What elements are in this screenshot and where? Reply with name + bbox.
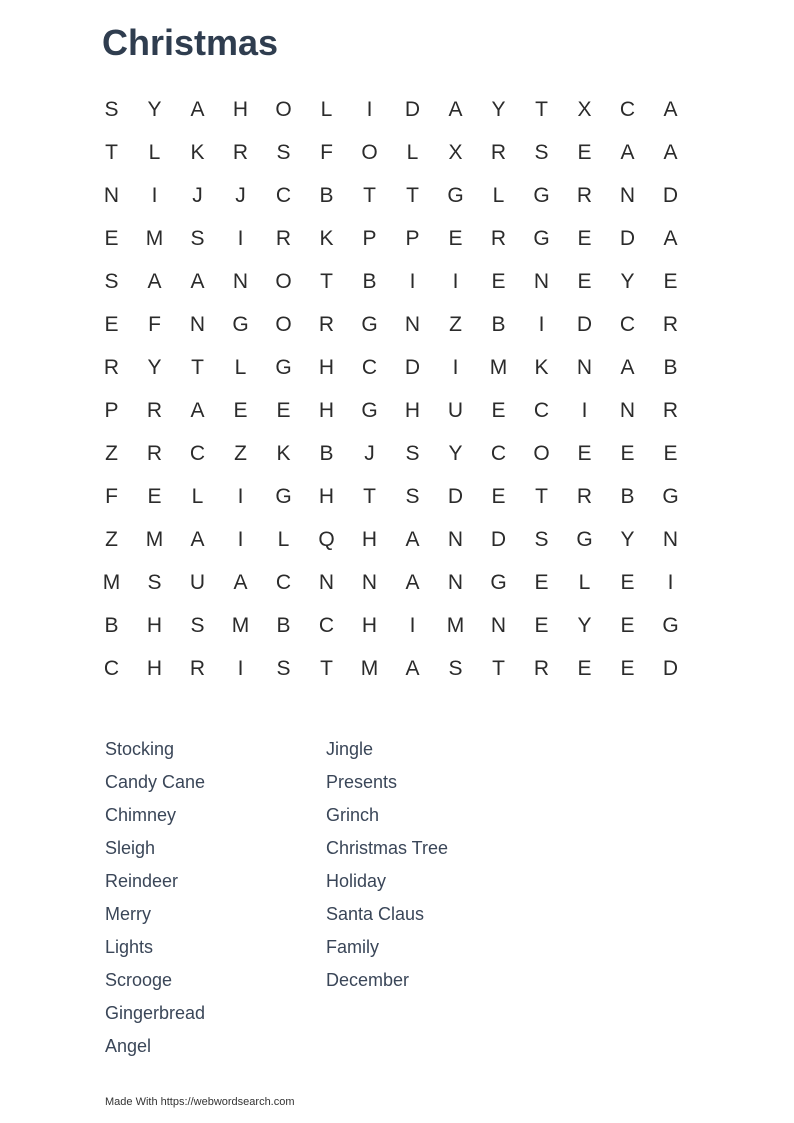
grid-cell: E — [577, 226, 592, 250]
grid-cell: E — [577, 441, 592, 465]
word-list-column-1 — [105, 736, 326, 1066]
grid-cell: U — [189, 570, 206, 594]
word-list-item: Scrooge — [105, 970, 173, 990]
grid-cell: Y — [577, 613, 592, 637]
grid-cell: B — [319, 441, 334, 465]
grid-cell: I — [581, 398, 588, 422]
grid-cell: J — [364, 441, 375, 465]
grid-cell: S — [147, 570, 162, 594]
page-title: Christmas — [102, 22, 279, 63]
grid-cell: E — [104, 312, 119, 336]
grid-cell: I — [366, 97, 373, 121]
grid-cell: Z — [105, 527, 118, 551]
grid-cell: R — [576, 484, 593, 508]
grid-cell: C — [490, 441, 507, 465]
grid-cell: A — [190, 398, 205, 422]
grid-cell: E — [663, 269, 678, 293]
grid-cell: A — [663, 226, 678, 250]
grid-cell: C — [318, 613, 335, 637]
grid-cell: S — [276, 656, 291, 680]
grid-cell: R — [533, 656, 550, 680]
grid-cell: R — [189, 656, 206, 680]
grid-cell: E — [577, 269, 592, 293]
word-list-item: Presents — [326, 772, 398, 792]
grid-cell: N — [447, 527, 464, 551]
grid-row — [90, 88, 692, 131]
grid-cell: N — [232, 269, 249, 293]
word-search-grid — [90, 88, 692, 690]
grid-cell: G — [361, 312, 378, 336]
grid-cell: H — [318, 398, 335, 422]
grid-cell: G — [447, 183, 464, 207]
grid-cell: N — [619, 398, 636, 422]
grid-cell: P — [405, 226, 420, 250]
grid-cell: I — [237, 484, 244, 508]
grid-cell: E — [491, 484, 506, 508]
grid-row — [90, 475, 692, 518]
grid-cell: E — [104, 226, 119, 250]
grid-cell: I — [409, 613, 416, 637]
grid-cell: N — [662, 527, 679, 551]
grid-cell: G — [662, 484, 679, 508]
grid-cell: Y — [620, 269, 635, 293]
grid-cell: T — [535, 97, 548, 121]
grid-cell: H — [404, 398, 421, 422]
grid-cell: I — [151, 183, 158, 207]
grid-cell: N — [447, 570, 464, 594]
grid-cell: E — [147, 484, 162, 508]
grid-cell: S — [534, 140, 549, 164]
grid-cell: Z — [449, 312, 462, 336]
grid-cell: G — [662, 613, 679, 637]
grid-cell: P — [362, 226, 377, 250]
grid-cell: T — [492, 656, 505, 680]
grid-cell: Y — [147, 97, 162, 121]
grid-cell: E — [276, 398, 291, 422]
grid-cell: S — [448, 656, 463, 680]
grid-cell: D — [404, 355, 421, 379]
word-list-item: Family — [326, 937, 379, 957]
grid-cell: R — [662, 398, 679, 422]
grid-cell: C — [619, 97, 636, 121]
grid-cell: R — [146, 398, 163, 422]
grid-row — [90, 604, 692, 647]
grid-cell: P — [104, 398, 119, 422]
grid-cell: T — [406, 183, 419, 207]
grid-row — [90, 217, 692, 260]
grid-cell: C — [275, 570, 292, 594]
grid-cell: A — [663, 140, 678, 164]
grid-cell: L — [277, 527, 290, 551]
grid-cell: B — [276, 613, 291, 637]
grid-cell: S — [190, 226, 205, 250]
grid-cell: G — [576, 527, 593, 551]
grid-cell: S — [534, 527, 549, 551]
grid-cell: B — [362, 269, 377, 293]
grid-cell: A — [405, 570, 420, 594]
grid-cell: O — [275, 312, 292, 336]
grid-cell: H — [318, 484, 335, 508]
grid-row — [90, 432, 692, 475]
word-list-item: Merry — [105, 904, 151, 924]
grid-cell: L — [406, 140, 419, 164]
grid-cell: R — [232, 140, 249, 164]
grid-cell: S — [190, 613, 205, 637]
word-list-item: Holiday — [326, 871, 387, 891]
grid-cell: H — [146, 613, 163, 637]
grid-cell: M — [446, 613, 465, 637]
grid-cell: L — [148, 140, 161, 164]
footer-credit: Made With https://webwordsearch.com — [105, 1096, 295, 1108]
grid-cell: O — [361, 140, 378, 164]
grid-cell: D — [662, 656, 679, 680]
grid-cell: M — [102, 570, 121, 594]
grid-cell: E — [233, 398, 248, 422]
grid-cell: K — [534, 355, 549, 379]
grid-cell: I — [538, 312, 545, 336]
grid-cell: Z — [105, 441, 118, 465]
grid-cell: G — [533, 183, 550, 207]
grid-cell: R — [103, 355, 120, 379]
grid-cell: U — [447, 398, 464, 422]
grid-cell: M — [145, 226, 164, 250]
grid-cell: I — [452, 269, 459, 293]
grid-cell: N — [361, 570, 378, 594]
grid-cell: K — [276, 441, 291, 465]
grid-cell: G — [232, 312, 249, 336]
grid-cell: N — [576, 355, 593, 379]
grid-cell: S — [405, 441, 420, 465]
grid-cell: G — [275, 355, 292, 379]
grid-cell: A — [405, 656, 420, 680]
grid-cell: A — [663, 97, 678, 121]
grid-cell: T — [320, 269, 333, 293]
grid-cell: Y — [448, 441, 463, 465]
grid-row — [90, 561, 692, 604]
grid-cell: R — [490, 140, 507, 164]
grid-cell: N — [103, 183, 120, 207]
grid-row — [90, 131, 692, 174]
grid-cell: I — [452, 355, 459, 379]
grid-cell: L — [234, 355, 247, 379]
grid-cell: L — [578, 570, 591, 594]
grid-cell: H — [232, 97, 249, 121]
grid-cell: L — [320, 97, 333, 121]
grid-cell: O — [275, 97, 292, 121]
grid-cell: I — [237, 656, 244, 680]
grid-cell: C — [275, 183, 292, 207]
grid-cell: E — [620, 656, 635, 680]
grid-row — [90, 303, 692, 346]
grid-cell: Y — [491, 97, 506, 121]
grid-cell: E — [620, 441, 635, 465]
grid-cell: G — [533, 226, 550, 250]
grid-row — [90, 389, 692, 432]
grid-cell: N — [318, 570, 335, 594]
grid-cell: Z — [234, 441, 247, 465]
grid-cell: O — [533, 441, 550, 465]
grid-cell: T — [105, 140, 118, 164]
grid-cell: A — [190, 527, 205, 551]
grid-cell: E — [534, 570, 549, 594]
grid-cell: D — [619, 226, 636, 250]
word-list-item: Christmas Tree — [326, 838, 449, 858]
word-list-column-2 — [326, 736, 547, 1066]
grid-cell: D — [662, 183, 679, 207]
grid-cell: B — [663, 355, 678, 379]
grid-cell: T — [535, 484, 548, 508]
grid-cell: X — [448, 140, 463, 164]
grid-cell: R — [275, 226, 292, 250]
word-list — [105, 736, 547, 1066]
grid-cell: I — [237, 527, 244, 551]
grid-cell: A — [405, 527, 420, 551]
grid-cell: L — [191, 484, 204, 508]
grid-cell: Y — [147, 355, 162, 379]
grid-cell: B — [491, 312, 506, 336]
grid-cell: C — [361, 355, 378, 379]
grid-cell: D — [447, 484, 464, 508]
word-list-item: December — [326, 970, 410, 990]
grid-cell: A — [448, 97, 463, 121]
grid-cell: J — [235, 183, 246, 207]
grid-cell: D — [576, 312, 593, 336]
grid-cell: C — [619, 312, 636, 336]
grid-row — [90, 346, 692, 389]
grid-cell: J — [192, 183, 203, 207]
grid-cell: S — [276, 140, 291, 164]
word-list-item: Chimney — [105, 805, 177, 825]
grid-cell: R — [318, 312, 335, 336]
grid-cell: F — [148, 312, 161, 336]
grid-cell: R — [146, 441, 163, 465]
grid-cell: N — [533, 269, 550, 293]
grid-cell: H — [361, 613, 378, 637]
grid-cell: S — [104, 97, 119, 121]
grid-cell: I — [237, 226, 244, 250]
grid-cell: E — [620, 613, 635, 637]
grid-cell: E — [620, 570, 635, 594]
grid-cell: D — [404, 97, 421, 121]
grid-cell: R — [490, 226, 507, 250]
grid-cell: R — [662, 312, 679, 336]
grid-cell: E — [491, 269, 506, 293]
grid-row — [90, 518, 692, 561]
word-list-item: Gingerbread — [105, 1003, 206, 1023]
grid-cell: S — [405, 484, 420, 508]
grid-cell: G — [361, 398, 378, 422]
grid-cell: E — [577, 656, 592, 680]
grid-cell: T — [320, 656, 333, 680]
word-list-item: Angel — [105, 1036, 152, 1056]
grid-cell: B — [104, 613, 119, 637]
grid-cell: M — [231, 613, 250, 637]
grid-cell: F — [320, 140, 333, 164]
grid-cell: H — [146, 656, 163, 680]
grid-cell: G — [275, 484, 292, 508]
grid-cell: T — [191, 355, 204, 379]
grid-cell: T — [363, 183, 376, 207]
word-list-item: Grinch — [326, 805, 380, 825]
grid-cell: A — [147, 269, 162, 293]
word-list-item: Santa Claus — [326, 904, 425, 924]
word-list-item: Sleigh — [105, 838, 156, 858]
grid-cell: B — [319, 183, 334, 207]
grid-row — [90, 647, 692, 690]
grid-cell: F — [105, 484, 118, 508]
word-list-item: Stocking — [105, 739, 175, 759]
grid-cell: Q — [318, 527, 335, 551]
grid-cell: M — [360, 656, 379, 680]
grid-cell: E — [491, 398, 506, 422]
grid-cell: K — [190, 140, 205, 164]
grid-cell: A — [233, 570, 248, 594]
grid-cell: C — [103, 656, 120, 680]
grid-row — [90, 174, 692, 217]
grid-cell: X — [577, 97, 592, 121]
grid-cell: E — [663, 441, 678, 465]
grid-cell: I — [409, 269, 416, 293]
grid-cell: K — [319, 226, 334, 250]
word-list-item: Jingle — [326, 739, 374, 759]
word-list-item: Lights — [105, 937, 154, 957]
grid-cell: L — [492, 183, 505, 207]
grid-cell: E — [577, 140, 592, 164]
grid-cell: E — [534, 613, 549, 637]
grid-cell: H — [361, 527, 378, 551]
word-list-item: Candy Cane — [105, 772, 206, 792]
grid-cell: M — [489, 355, 508, 379]
grid-cell: N — [189, 312, 206, 336]
grid-cell: G — [490, 570, 507, 594]
word-list-item: Reindeer — [105, 871, 179, 891]
grid-cell: O — [275, 269, 292, 293]
grid-cell: C — [189, 441, 206, 465]
grid-cell: Y — [620, 527, 635, 551]
grid-cell: T — [363, 484, 376, 508]
grid-cell: N — [404, 312, 421, 336]
grid-cell: M — [145, 527, 164, 551]
grid-cell: I — [667, 570, 674, 594]
grid-cell: H — [318, 355, 335, 379]
grid-cell: A — [620, 355, 635, 379]
grid-cell: A — [620, 140, 635, 164]
grid-row — [90, 260, 692, 303]
grid-cell: D — [490, 527, 507, 551]
grid-cell: B — [620, 484, 635, 508]
grid-cell: C — [533, 398, 550, 422]
grid-cell: A — [190, 269, 205, 293]
grid-cell: A — [190, 97, 205, 121]
grid-cell: N — [619, 183, 636, 207]
grid-cell: E — [448, 226, 463, 250]
grid-cell: S — [104, 269, 119, 293]
grid-cell: N — [490, 613, 507, 637]
grid-cell: R — [576, 183, 593, 207]
